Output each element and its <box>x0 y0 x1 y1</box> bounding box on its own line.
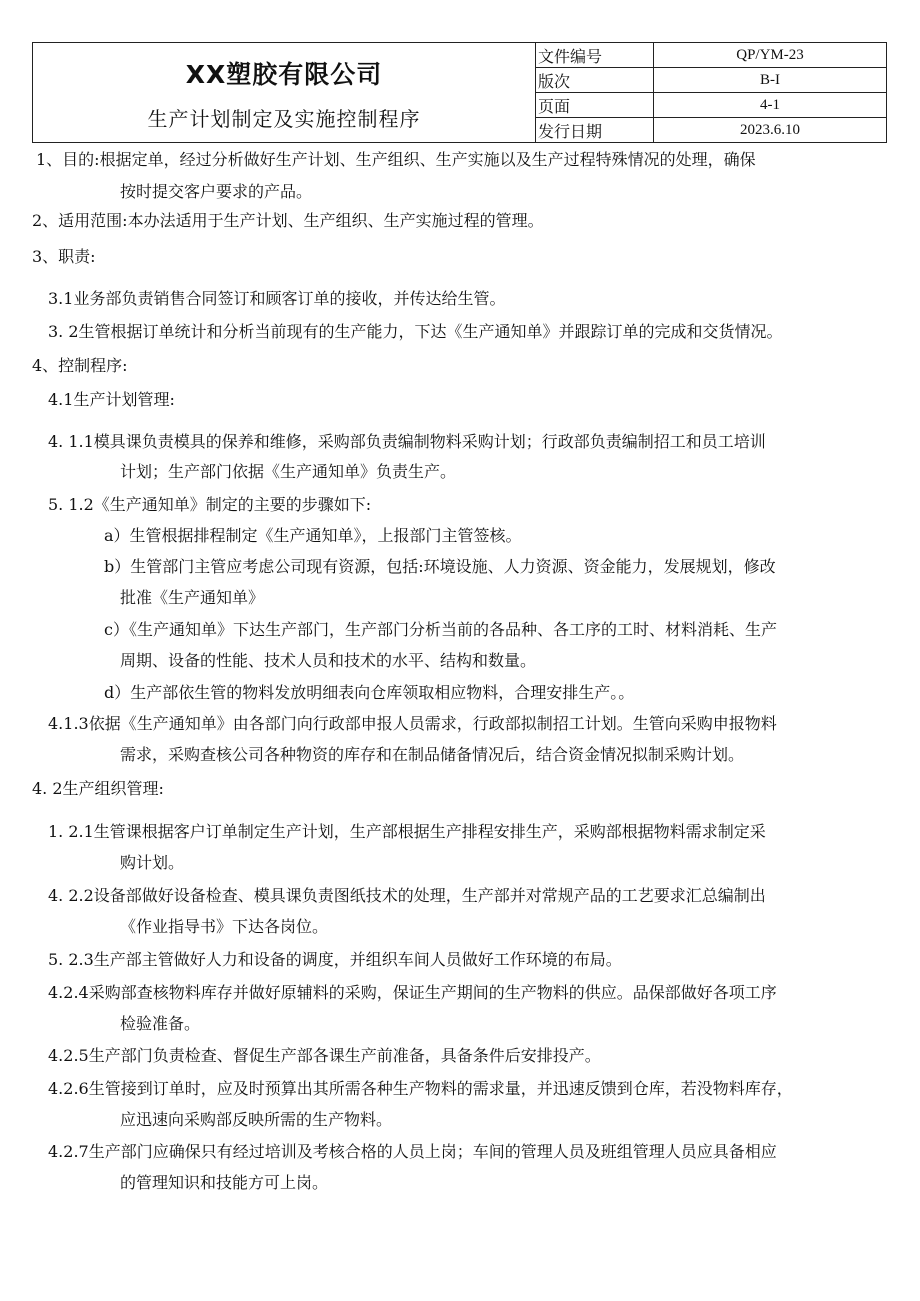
section-4-1-1-cont: 计划；生产部门依据《生产通知单》负责生产。 <box>120 462 457 481</box>
section-4-2-4: 4.2.4采购部查核物料库存并做好原辅料的采购，保证生产期间的生产物料的供应。品保部做好各项工序 <box>48 983 777 1002</box>
company-name: XX塑胶有限公司 <box>185 60 383 89</box>
section-4-2-2-cont: 《作业指导书》下达各岗位。 <box>120 917 329 936</box>
section-4-1-1: 4. 1.1模具课负责模具的保养和维修，采购部负责编制物料采购计划；行政部负责编制招工和员工培训 <box>48 432 766 451</box>
page-label: 页面 <box>536 93 654 118</box>
section-4-2-7: 4.2.7生产部门应确保只有经过培训及考核合格的人员上岗；车间的管理人员及班组管理人员应具备相应 <box>48 1142 777 1161</box>
doc-number-label: 文件编号 <box>536 43 654 68</box>
section-4-2-7-cont: 的管理知识和技能方可上岗。 <box>120 1173 329 1192</box>
section-4-1-2-c-cont: 周期、设备的性能、技术人员和技术的水平、结构和数量。 <box>120 651 537 670</box>
document-header-table <box>32 42 887 143</box>
section-4-1-3: 4.1.3依据《生产通知单》由各部门向行政部申报人员需求，行政部拟制招工计划。生管向采购申报物料 <box>48 714 777 733</box>
section-2-scope: 2、适用范围:本办法适用于生产计划、生产组织、生产实施过程的管理。 <box>32 211 544 230</box>
section-4-1-2-b: b）生管部门主管应考虑公司现有资源，包括:环境设施、人力资源、资金能力，发展规划，修改 <box>104 557 776 576</box>
document-title: 生产计划制定及实施控制程序 <box>147 107 421 131</box>
section-4-2-4-cont: 检验准备。 <box>120 1014 201 1033</box>
section-4-2-6-cont: 应迅速向采购部反映所需的生产物料。 <box>120 1110 393 1129</box>
section-4-1-2-a: a）生管根据排程制定《生产通知单》，上报部门主管签核。 <box>104 526 522 545</box>
section-4-2-1: 1. 2.1生管课根据客户订单制定生产计划，生产部根据生产排程安排生产，采购部根据物料需求制定采 <box>48 822 766 841</box>
issue-date-label: 发行日期 <box>536 118 654 143</box>
version-label: 版次 <box>536 68 654 93</box>
section-4-1-2-b-cont: 批准《生产通知单》 <box>120 588 265 607</box>
page-value: 4-1 <box>654 93 887 118</box>
section-4-1-2-c: c）《生产通知单》下达生产部门，生产部门分析当前的各品种、各工序的工时、材料消耗、生产 <box>104 620 777 639</box>
doc-number-value: QP/YM-23 <box>654 43 887 68</box>
issue-date-value: 2023.6.10 <box>654 118 887 143</box>
section-4-1: 4.1生产计划管理: <box>48 390 175 409</box>
section-4-2-6: 4.2.6生管接到订单时，应及时预算出其所需各种生产物料的需求量，并迅速反馈到仓库，若没物料库存， <box>48 1079 793 1098</box>
section-4-1-2: 5. 1.2《生产通知单》制定的主要的步骤如下: <box>48 495 372 514</box>
header-title-cell <box>33 43 536 143</box>
section-4-procedure: 4、控制程序: <box>32 356 128 375</box>
section-4-1-3-cont: 需求，采购查核公司各种物资的库存和在制品储备情况后，结合资金情况拟制采购计划。 <box>120 745 745 764</box>
section-4-2-1-cont: 购计划。 <box>120 853 185 872</box>
section-4-1-2-d: d）生产部依生管的物料发放明细表向仓库领取相应物料，合理安排生产。。 <box>104 683 635 702</box>
section-1-purpose-cont: 按时提交客户要求的产品。 <box>120 182 313 201</box>
version-value: B-I <box>654 68 887 93</box>
section-3-responsibility: 3、职责: <box>32 247 96 266</box>
section-4-2-5: 4.2.5生产部门负责检查、督促生产部各课生产前准备，具备条件后安排投产。 <box>48 1046 601 1065</box>
section-4-2-3: 5. 2.3生产部主管做好人力和设备的调度，并组织车间人员做好工作环境的布局。 <box>48 950 622 969</box>
section-1-purpose: 1、目的:根据定单，经过分析做好生产计划、生产组织、生产实施以及生产过程特殊情况的处理，确保 <box>36 150 756 169</box>
section-3-1: 3.1业务部负责销售合同签订和顾客订单的接收，并传达给生管。 <box>48 289 506 308</box>
section-3-2: 3. 2生管根据订单统计和分析当前现有的生产能力，下达《生产通知单》并跟踪订单的完成和交货情况。 <box>48 322 783 341</box>
section-4-2: 4. 2生产组织管理: <box>32 779 164 798</box>
section-4-2-2: 4. 2.2设备部做好设备检查、模具课负责图纸技术的处理，生产部并对常规产品的工艺要求汇总编制出 <box>48 886 766 905</box>
